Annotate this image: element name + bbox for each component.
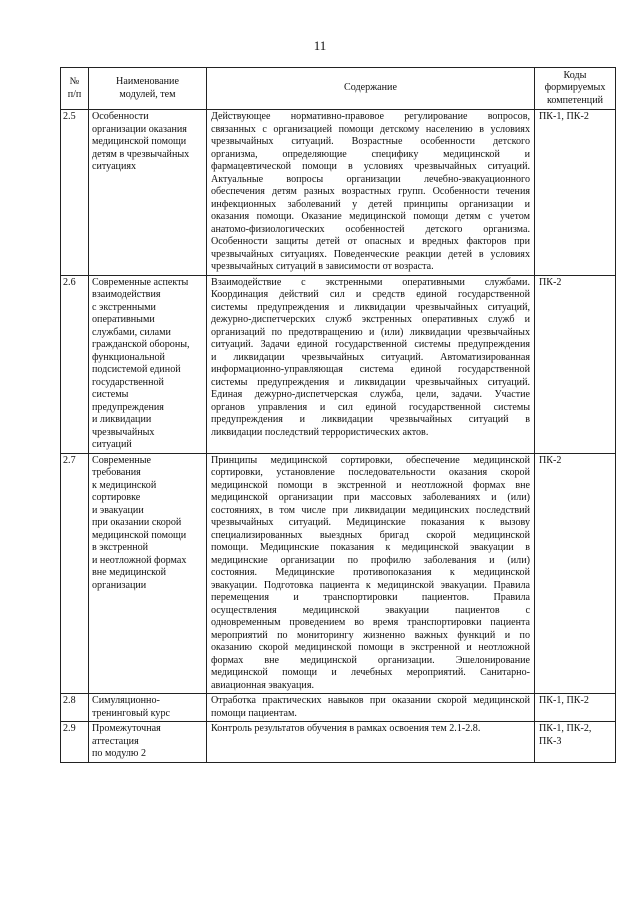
content-line: формах вне медицинской организации. Эшелонирование — [211, 654, 530, 666]
module-name — [89, 110, 207, 276]
module-name-line: в экстренной — [92, 542, 149, 553]
content-line: фармацевтической помощи в условиях чрезвычайных ситуаций. — [211, 161, 530, 172]
module-name-line: к медицинской — [92, 479, 157, 491]
curriculum-table — [60, 67, 616, 763]
content-line: осуществления медицинской эвакуации пациентов с — [211, 604, 530, 616]
header-num — [61, 68, 89, 110]
table-row — [61, 110, 616, 276]
content-line: и ликвидации чрезвычайных ситуаций. Автоматизированная — [211, 351, 530, 363]
content-line: медицинской помощи в экстренной и неотложной формах вне — [211, 479, 530, 491]
row-number: 2.7 — [61, 453, 89, 694]
module-content — [207, 110, 535, 276]
module-content — [207, 275, 535, 453]
competency-codes — [535, 453, 616, 694]
content-line: медицинской организации при массовых заболеваниях и (или) — [211, 492, 530, 503]
module-name — [89, 722, 207, 763]
module-name-line: сортировке — [92, 492, 141, 503]
content-line: медицинские организации по профилю заболевания и (или) — [211, 554, 530, 566]
content-line: ситуаций. Задачи единой государственной системы предупреждения — [211, 339, 530, 350]
header-codes — [535, 68, 616, 110]
header-num-line: № — [69, 76, 80, 87]
module-name-line: детям в чрезвычайных — [92, 148, 190, 160]
content-line: обеспечения детям разных возрастных групп. Особенности течения — [211, 186, 530, 197]
module-name-line: медицинской помощи — [92, 529, 187, 541]
content-line: предупреждения и ликвидации чрезвычайных ситуаций в — [211, 414, 530, 425]
module-name-line: подсистемой единой — [92, 364, 181, 375]
module-name-line: вне медицинской — [92, 567, 166, 578]
module-name-line: взаимодействия — [92, 289, 161, 300]
table-body — [61, 110, 616, 763]
competency-codes — [535, 275, 616, 453]
module-name-line: и неотложной формах — [92, 554, 187, 566]
content-line: чрезвычайных ситуаций. Возрастные особенности детского — [211, 136, 530, 147]
content-line: Актуальные вопросы организации лечебно-эвакуационного — [211, 173, 530, 185]
table-row — [61, 722, 616, 763]
content-line: системы предупреждения и ликвидации чрезвычайных ситуаций, — [211, 301, 530, 313]
module-name — [89, 275, 207, 453]
content-line: медицинской помощи и лечебных мероприятий. Санитарно- — [211, 667, 530, 678]
competency-code-line: ПК-1, ПК-2 — [539, 695, 589, 706]
module-name-line: функциональной — [92, 351, 165, 363]
content-line: эвакуации. Подготовка пациента к медицинской эвакуации. Правила — [211, 579, 530, 591]
module-name-line: ситуаций — [92, 439, 132, 450]
header-num-line: п/п — [67, 88, 82, 100]
header-codes-line: компетенций — [546, 94, 603, 106]
module-content — [207, 722, 535, 763]
module-content — [207, 694, 535, 722]
content-line: чрезвычайных ситуаций в зависимости от возраста. — [211, 261, 434, 272]
module-name-line: аттестация — [92, 735, 139, 747]
competency-code-line: ПК-1, ПК-2, — [539, 723, 592, 734]
module-name-line: медицинской помощи — [92, 136, 187, 147]
module-name-line: службами, силами — [92, 326, 171, 338]
content-line: анатомо-физиологических особенностей детского организма. — [211, 223, 530, 235]
module-name-line: тренинговый курс — [92, 707, 171, 719]
content-line: Координация действий сил и средств единой государственной — [211, 289, 530, 300]
competency-code-line: ПК-1, ПК-2 — [539, 111, 589, 122]
content-line: оказанию скорой медицинской помощи в экстренной и неотложной — [211, 642, 530, 653]
content-line: Действующее нормативно-правовое регулирование вопросов, — [211, 111, 530, 122]
table-header-row — [61, 68, 616, 110]
content-line: Особенности защиты детей от опасных и вредных факторов при — [211, 236, 530, 247]
table-row — [61, 453, 616, 694]
content-line: организаций по предотвращению и (или) ликвидации чрезвычайных — [211, 326, 530, 338]
content-line: органов управления и сил единой государственной системы — [211, 401, 530, 413]
content-line: специализированных выездных бригад скорой медицинской — [211, 529, 530, 541]
content-line: Отработка практических навыков при оказании скорой медицинской — [211, 695, 530, 706]
module-name-line: организации оказания — [92, 123, 187, 135]
content-line: Контроль результатов обучения в рамках освоения тем 2.1-2.8. — [211, 723, 481, 734]
module-name-line: с экстренными — [92, 301, 156, 313]
content-line: сортировки, установление последовательности оказания скорой — [211, 467, 530, 478]
competency-codes — [535, 722, 616, 763]
content-line: состояниях, в том числе при ликвидации медицинских последствий — [211, 504, 530, 516]
content-line: организма, определяющие специфику медицинской и — [211, 148, 530, 160]
module-name-line: чрезвычайных — [92, 426, 155, 438]
module-name-line: системы — [92, 389, 129, 400]
content-line: инфекционных заболеваний у детей принципы организации и — [211, 198, 530, 210]
module-name-line: и ликвидации — [92, 414, 152, 425]
page-number: 11 — [313, 38, 327, 53]
module-name-line: Симуляционно- — [92, 695, 160, 706]
module-name-line: ситуациях — [92, 161, 137, 172]
header-codes-line: формируемых — [544, 82, 606, 94]
content-line: чрезвычайных ситуаций. Медицинские показания к вызову — [211, 517, 530, 528]
header-content-line: Содержание — [344, 82, 397, 94]
content-line: ликвидации последствий террористических актов. — [211, 426, 429, 438]
competency-codes — [535, 694, 616, 722]
competency-code-line: ПК-2 — [539, 276, 562, 288]
header-module-line: Наименование — [116, 76, 179, 87]
module-name-line: при оказании скорой — [92, 517, 182, 528]
module-content — [207, 453, 535, 694]
module-name-line: организации — [92, 579, 147, 591]
content-line: связанных с организацией помощи детскому населению в условиях — [211, 123, 530, 135]
row-number: 2.9 — [61, 722, 89, 763]
module-name-line: и эвакуации — [92, 504, 144, 516]
competency-code-line: ПК-2 — [539, 454, 562, 466]
row-number: 2.5 — [61, 110, 89, 276]
content-line: дежурно-диспетчерских служб экстренных оперативных служб и — [211, 314, 530, 325]
competency-code-line: ПК-3 — [539, 735, 562, 747]
content-line: Принципы медицинской сортировки, обеспечение медицинской — [211, 454, 530, 466]
content-line: оказания помощи. Оказание медицинской помощи детям с учетом — [211, 211, 530, 222]
row-number: 2.6 — [61, 275, 89, 453]
header-content — [207, 68, 535, 110]
module-name-line: Промежуточная — [92, 723, 161, 734]
header-codes-line: Коды — [563, 69, 587, 81]
module-name-line: гражданской обороны, — [92, 339, 190, 350]
content-line: помощи пациентам. — [211, 707, 297, 719]
module-name-line: Современные аспекты — [92, 276, 189, 288]
module-name-line: Современные — [92, 454, 152, 466]
content-line: авиационная эвакуация. — [211, 679, 314, 691]
content-line: системы предупреждения и ликвидации чрезвычайных ситуаций. — [211, 376, 530, 388]
content-line: Взаимодействие с экстренными оперативными службами. — [211, 276, 530, 288]
content-line: состояния. Медицинские противопоказания к медицинской — [211, 567, 530, 578]
module-name-line: государственной — [92, 376, 164, 388]
module-name-line: по модулю 2 — [92, 748, 147, 759]
module-name-line: оперативными — [92, 314, 155, 325]
module-name-line: требования — [92, 467, 141, 478]
content-line: Единая дежурно-диспетчерская служба, цели, задачи. Участие — [211, 389, 530, 400]
row-number: 2.8 — [61, 694, 89, 722]
module-name-line: Особенности — [92, 111, 149, 122]
module-name — [89, 694, 207, 722]
module-name-line: предупреждения — [92, 401, 164, 413]
table-row — [61, 275, 616, 453]
content-line: информационно-управляющая система единой государственной — [211, 364, 530, 375]
content-line: мероприятий по мониторингу жизненно важных функций и по — [211, 629, 530, 641]
content-line: одновременным проведением во время транспортировки пациента — [211, 617, 530, 628]
competency-codes — [535, 110, 616, 276]
table-row — [61, 694, 616, 722]
header-module — [89, 68, 207, 110]
header-module-line: модулей, тем — [119, 88, 176, 100]
content-line: перемещения и транспортировки пациентов. Правила — [211, 592, 530, 603]
module-name — [89, 453, 207, 694]
content-line: помощи. Медицинские показания к медицинской эвакуации в — [211, 542, 530, 553]
content-line: чрезвычайных ситуациях. Поведенческие реакции детей в условиях — [211, 248, 530, 260]
